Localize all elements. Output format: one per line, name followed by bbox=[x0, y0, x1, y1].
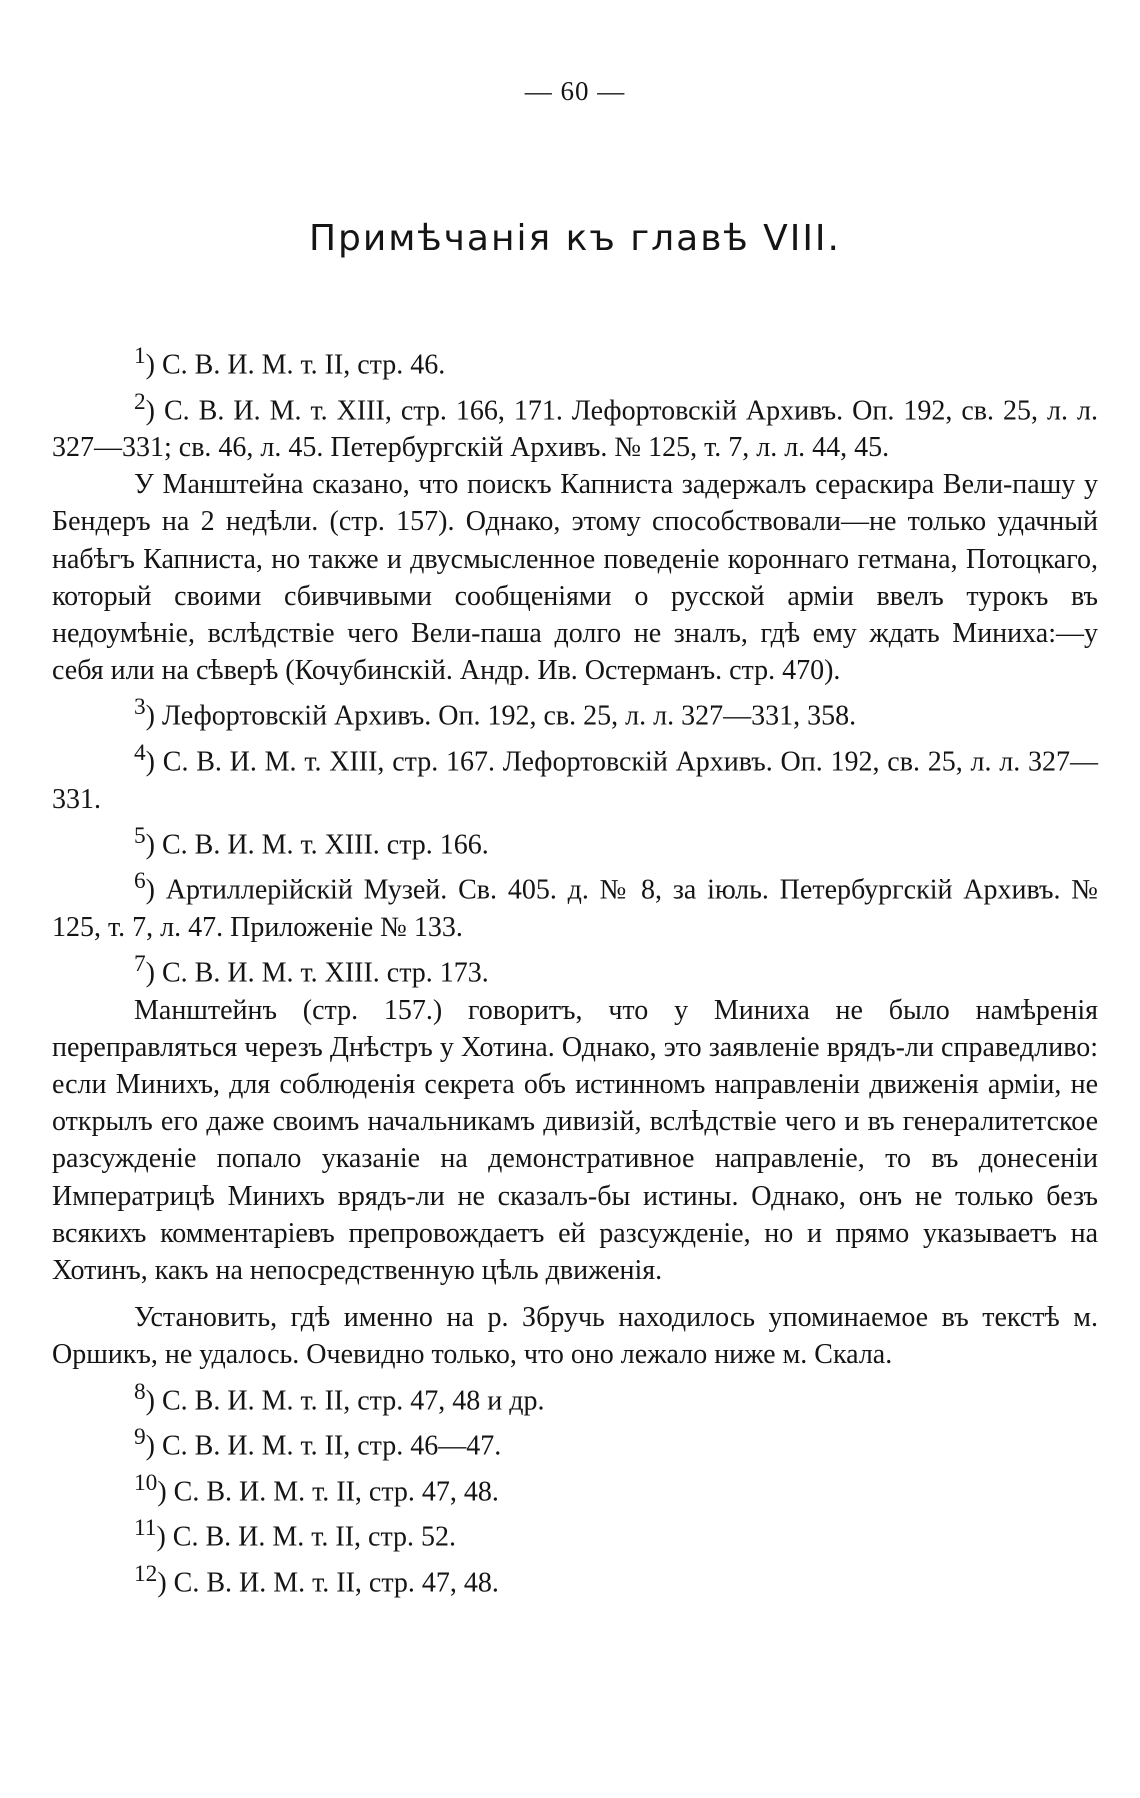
footnote-marker: 10 bbox=[134, 1469, 158, 1496]
commentary-paragraph bbox=[52, 992, 1098, 1290]
footnote-12 bbox=[52, 1556, 1098, 1602]
footnote-text: ) С. В. И. М. т. II, стр. 47, 48. bbox=[157, 1567, 499, 1599]
footnote-11 bbox=[52, 1510, 1098, 1556]
footnote-text: ) С. В. И. М. т. XIII, стр. 167. Лефортовскій Архивъ. Оп. 192, св. 25, л. л. 327—331. bbox=[52, 746, 1098, 815]
footnote-marker: 3 bbox=[134, 694, 146, 721]
footnote-4 bbox=[52, 735, 1098, 818]
footnote-text: ) С. В. И. М. т. II, стр. 52. bbox=[156, 1521, 457, 1553]
footnote-10 bbox=[52, 1465, 1098, 1511]
footnote-marker: 12 bbox=[134, 1560, 158, 1587]
footnote-8 bbox=[52, 1374, 1098, 1420]
footnote-2 bbox=[52, 384, 1098, 467]
footnote-marker: 1 bbox=[134, 343, 146, 369]
footnote-text: ) С. В. И. М. т. XIII, стр. 166, 171. Лефортовскій Архивъ. Оп. 192, св. 25, л. л. 327—331; св. 46, л. 45. Петербургскій Архивъ. № 125, т. 7, л. л. 44, 45. bbox=[52, 394, 1098, 464]
footnote-7 bbox=[52, 946, 1098, 992]
footnote-marker: 9 bbox=[134, 1424, 146, 1451]
footnote-6 bbox=[52, 863, 1098, 946]
footnote-marker: 11 bbox=[134, 1515, 157, 1542]
page-number: — 60 — bbox=[524, 76, 626, 106]
commentary-paragraph bbox=[52, 466, 1098, 689]
footnote-9 bbox=[52, 1419, 1098, 1465]
footnote-5 bbox=[52, 818, 1098, 864]
paragraph-text: Установить, гдѣ именно на р. Збручь находилось упоминаемое въ текстѣ м. Оршикъ, не удалось. Очевидно только, что оно лежало ниже м. Скала. bbox=[52, 1302, 1098, 1371]
paragraph-text: У Манштейна сказано, что поискъ Капниста задержалъ сераскира Вели-пашу у Бендеръ на 2 недѣли. (стр. 157). Однако, этому способствовали—не только удачный набѣгъ Капниста, но также и двусмысленное поведеніе короннаго гетмана, Потоцкаго, который своими сбивчивыми сообщеніями о русской арміи ввелъ турокъ въ недоумѣніе, вслѣдствіе чего Вели-паша долго не зналъ, гдѣ ему ждать Миниха:—у себя или на сѣверѣ (Кочубинскій. Андр. Ив. Остерманъ. стр. 470). bbox=[52, 469, 1098, 687]
paragraph-gap bbox=[52, 1289, 1098, 1299]
footnote-text: ) Лефортовскій Архивъ. Оп. 192, св. 25, л. л. 327—331, 358. bbox=[145, 700, 857, 732]
footnote-text: ) С. В. И. М. т. XIII. стр. 173. bbox=[145, 957, 489, 989]
footnote-text: ) С. В. И. М. т. II, стр. 47, 48 и др. bbox=[145, 1384, 545, 1416]
footnote-text: ) С. В. И. М. т. II, стр. 46. bbox=[145, 349, 446, 381]
footnote-text: ) С. В. И. М. т. XIII. стр. 166. bbox=[145, 829, 489, 861]
notes-body bbox=[52, 338, 1098, 1601]
footnote-marker: 4 bbox=[134, 740, 146, 767]
footnote-marker: 7 bbox=[134, 951, 146, 978]
footnote-marker: 5 bbox=[134, 822, 146, 849]
footnote-marker: 2 bbox=[134, 388, 146, 415]
footnote-marker: 6 bbox=[134, 868, 146, 895]
footnote-text: ) С. В. И. М. т. II, стр. 46—47. bbox=[145, 1430, 502, 1462]
chapter-notes-title: Примѣчанія къ главѣ VIII. bbox=[308, 218, 841, 259]
footnote-1 bbox=[52, 338, 1098, 384]
paragraph-text: Манштейнъ (стр. 157.) говоритъ, что у Миниха не было намѣренія переправляться черезъ Днѣстръ у Хотина. Однако, это заявленіе врядъ-ли справедливо: если Минихъ, для соблюденія секрета объ истинномъ направленіи движенія арміи, не открылъ его даже своимъ начальникамъ дивизій, вслѣдствіе чего и въ генералитетское разсужденіе попало указаніе на демонстративное направленіе, то въ донесеніи Императрицѣ Минихъ врядъ-ли не сказалъ-бы истины. Однако, онъ не только безъ всякихъ комментаріевъ препровождаетъ ей разсужденіе, но и прямо указываетъ на Хотинъ, какъ на непосредственную цѣль движенія. bbox=[52, 994, 1098, 1286]
footnote-marker: 8 bbox=[134, 1378, 146, 1405]
footnote-3 bbox=[52, 689, 1098, 735]
footnote-text: ) С. В. И. М. т. II, стр. 47, 48. bbox=[157, 1475, 499, 1507]
commentary-paragraph bbox=[52, 1299, 1098, 1373]
footnote-text: ) Артиллерійскій Музей. Св. 405. д. № 8, за іюль. Петербургскій Архивъ. № 125, т. 7, л. 47. Приложеніе № 133. bbox=[52, 874, 1098, 943]
